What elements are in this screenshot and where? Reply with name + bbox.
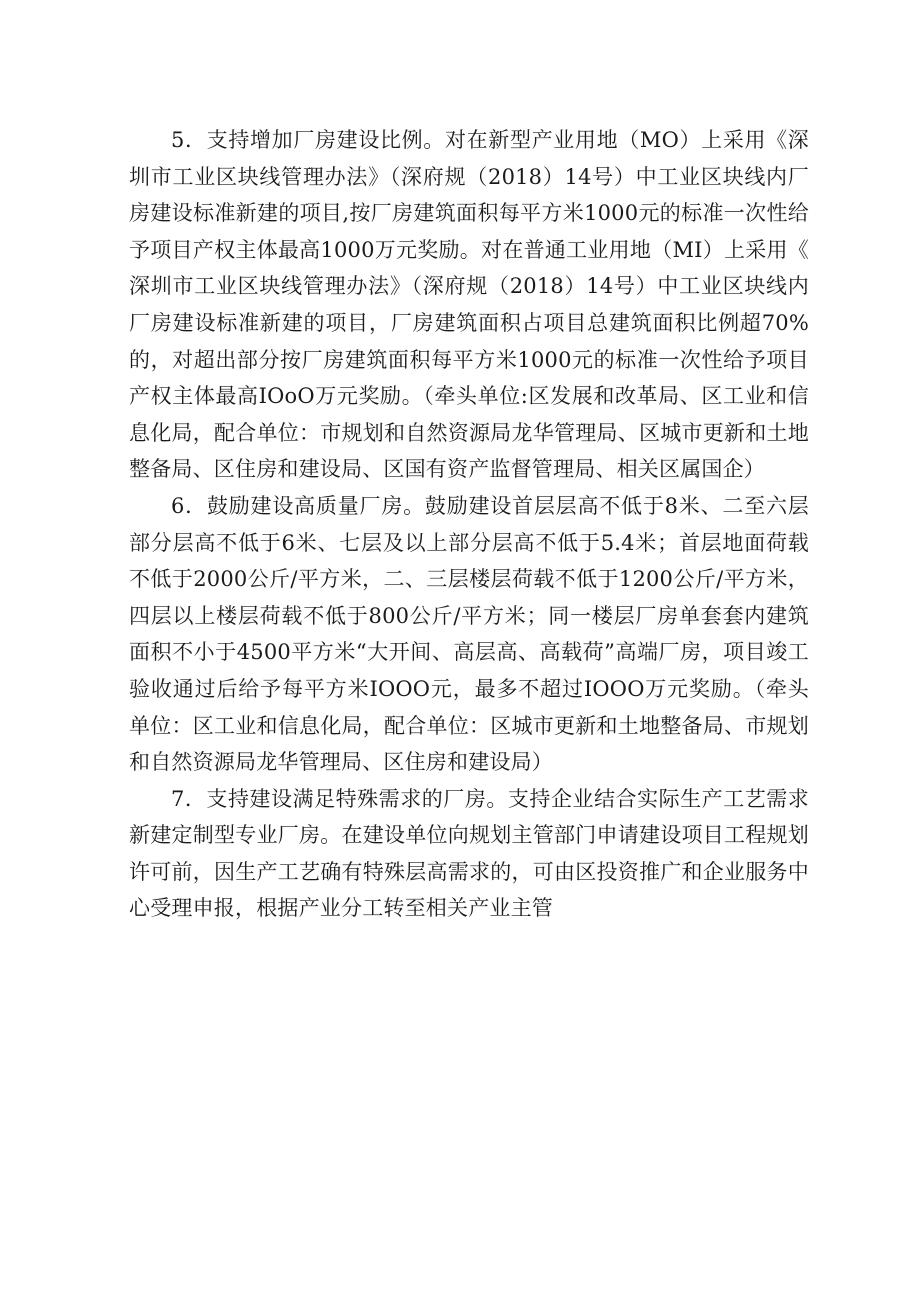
document-body (129, 122, 809, 927)
paragraph-item-5: 5．支持增加厂房建设比例。对在新型产业用地（MO）上采用《深圳市工业区块线管理办法》（深府规（2018）14号）中工业区块线内厂房建设标准新建的项目,按厂房建筑面积每平方米1000元的标准一次性给予项目产权主体最高1000万元奖励。对在普通工业用地（MI）上采用《深圳市工业区块线管理办法》（深府规（2018）14号）中工业区块线内厂房建设标准新建的项目，厂房建筑面积占项目总建筑面积比例超70%的，对超出部分按厂房建筑面积每平方米1000元的标准一次性给予项目产权主体最高IOoO万元奖励。（牵头单位:区发展和改革局、区工业和信息化局，配合单位：市规划和自然资源局龙华管理局、区城市更新和土地整备局、区住房和建设局、区国有资产监督管理局、相关区属国企） (129, 128, 809, 482)
paragraph-item-7: 7．支持建设满足特殊需求的厂房。支持企业结合实际生产工艺需求新建定制型专业厂房。在建设单位向规划主管部门申请建设项目工程规划许可前，因生产工艺确有特殊层高需求的，可由区投资推广和企业服务中心受理申报，根据产业分工转至相关产业主管 (129, 786, 809, 921)
paragraph-item-6: 6．鼓励建设高质量厂房。鼓励建设首层层高不低于8米、二至六层部分层高不低于6米、七层及以上部分层高不低于5.4米；首层地面荷载不低于2000公斤/平方米，二、三层楼层荷载不低于1200公斤/平方米，四层以上楼层荷载不低于800公斤/平方米；同一楼层厂房单套套内建筑面积不小于4500平方米“大开间、高层高、高载荷”高端厂房，项目竣工验收通过后给予每平方米IOOO元，最多不超过IOOO万元奖励。（牵头单位：区工业和信息化局，配合单位：区城市更新和土地整备局、市规划和自然资源局龙华管理局、区住房和建设局） (129, 493, 809, 775)
